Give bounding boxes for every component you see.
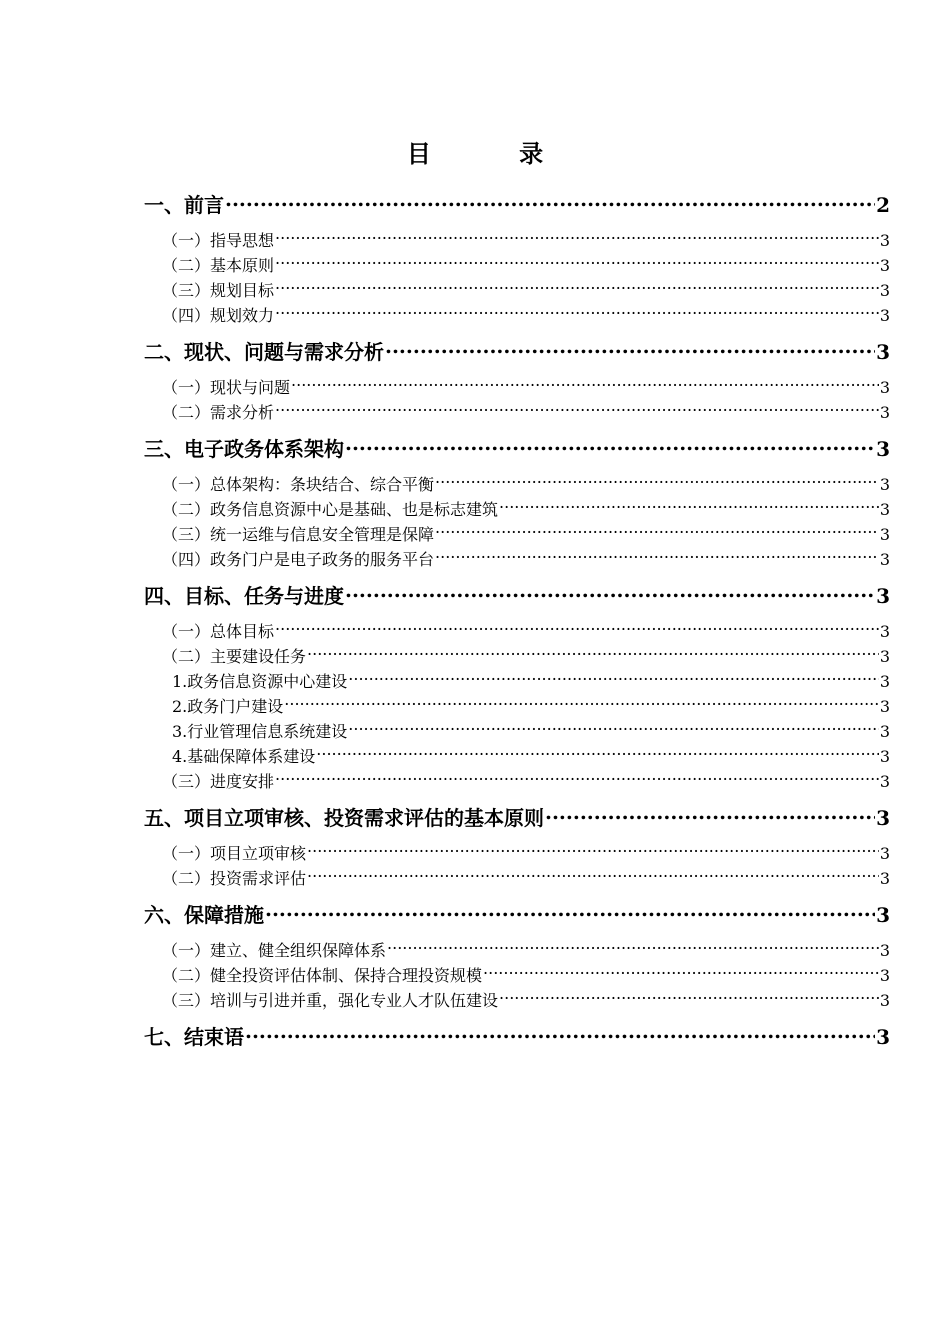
toc-dot-leader: [348, 712, 879, 737]
toc-entry-label: （一）项目立项审核: [162, 844, 307, 863]
toc-entry-label: （四）规划效力: [162, 306, 275, 325]
toc-entry-level2[interactable]: [144, 465, 890, 494]
toc-entry-page-number: 3: [879, 622, 890, 641]
toc-dot-leader: [348, 662, 879, 687]
toc-entry-label: 2.政务门户建设: [172, 697, 284, 716]
toc-dot-leader: [345, 577, 875, 603]
toc-entry-label: （二）主要建设任务: [162, 647, 307, 666]
toc-entry-page-number: 3: [879, 772, 890, 791]
toc-entry-page-number: 3: [879, 722, 890, 741]
toc-entry-label: （三）规划目标: [162, 281, 275, 300]
toc-entry-level2[interactable]: [144, 612, 890, 641]
toc-dot-leader: [316, 737, 879, 762]
toc-entry-label: 七、结束语: [144, 1025, 244, 1049]
toc-entry-page-number: 3: [879, 747, 890, 766]
toc-entry-label: 四、目标、任务与进度: [144, 584, 344, 608]
toc-entry-label: （一）总体目标: [162, 622, 275, 641]
toc-entry-label: （二）健全投资评估体制、保持合理投资规模: [162, 966, 483, 985]
toc-entry-page-number: 3: [879, 403, 890, 422]
toc-entry-page-number: 3: [879, 550, 890, 569]
toc-dot-leader: [435, 465, 879, 490]
toc-entry-page-number: 3: [879, 991, 890, 1010]
toc-title: 目 录: [406, 139, 584, 168]
toc-dot-leader: [275, 612, 879, 637]
toc-entry-page-number: 3: [879, 525, 890, 544]
toc-entry-label: （二）需求分析: [162, 403, 275, 422]
toc-entry-level2[interactable]: [144, 368, 890, 397]
toc-entry-label: （二）基本原则: [162, 256, 275, 275]
toc-entry-page-number: 3: [879, 378, 890, 397]
toc-entry-label: （一）总体架构：条块结合、综合平衡: [162, 475, 435, 494]
toc-entry-label: 3.行业管理信息系统建设: [172, 722, 348, 741]
toc-entry-page-number: 3: [879, 475, 890, 494]
toc-dot-leader: [435, 515, 879, 540]
toc-dot-leader: [275, 221, 879, 246]
toc-dot-leader: [275, 271, 879, 296]
toc-entry-label: （二）投资需求评估: [162, 869, 307, 888]
toc-entry-level1[interactable]: [144, 186, 890, 217]
toc-entry-label: 1.政务信息资源中心建设: [172, 672, 348, 691]
toc-entry-level1[interactable]: [144, 1018, 890, 1049]
toc-entry-page-number: 3: [879, 500, 890, 519]
toc-entry-label: （一）建立、健全组织保障体系: [162, 941, 387, 960]
table-of-contents: [144, 184, 890, 1053]
toc-dot-leader: [307, 637, 879, 662]
toc-entry-page-number: 3: [879, 941, 890, 960]
toc-entry-page-number: 3: [879, 647, 890, 666]
toc-entry-page-number: 3: [876, 437, 890, 461]
toc-dot-leader: [385, 333, 875, 359]
toc-dot-leader: [265, 896, 875, 922]
toc-entry-page-number: 3: [879, 231, 890, 250]
toc-entry-label: （一）现状与问题: [162, 378, 291, 397]
toc-entry-label: （一）指导思想: [162, 231, 275, 250]
toc-dot-leader: [545, 799, 875, 825]
toc-entry-level1[interactable]: [144, 430, 890, 461]
toc-entry-label: 五、项目立项审核、投资需求评估的基本原则: [144, 806, 544, 830]
toc-entry-page-number: 3: [879, 869, 890, 888]
toc-dot-leader: [499, 981, 879, 1006]
toc-entry-label: （三）统一运维与信息安全管理是保障: [162, 525, 435, 544]
toc-entry-page-number: 3: [876, 806, 890, 830]
toc-entry-level1[interactable]: [144, 799, 890, 830]
toc-entry-level2[interactable]: [144, 834, 890, 863]
toc-entry-label: 4.基础保障体系建设: [172, 747, 316, 766]
toc-entry-label: （三）培训与引进并重，强化专业人才队伍建设: [162, 991, 499, 1010]
toc-entry-page-number: 3: [879, 306, 890, 325]
toc-entry-page-number: 3: [879, 844, 890, 863]
toc-dot-leader: [275, 246, 879, 271]
toc-entry-level1[interactable]: [144, 333, 890, 364]
toc-dot-leader: [275, 762, 879, 787]
toc-dot-leader: [307, 834, 879, 859]
toc-entry-page-number: 3: [876, 903, 890, 927]
toc-entry-page-number: 3: [876, 1025, 890, 1049]
toc-dot-leader: [387, 931, 879, 956]
toc-dot-leader: [275, 296, 879, 321]
toc-entry-page-number: 3: [879, 966, 890, 985]
toc-entry-level1[interactable]: [144, 896, 890, 927]
toc-dot-leader: [483, 956, 879, 981]
toc-entry-level2[interactable]: [144, 221, 890, 250]
toc-entry-page-number: 3: [879, 672, 890, 691]
toc-entry-level2[interactable]: [144, 931, 890, 960]
toc-dot-leader: [291, 368, 879, 393]
toc-dot-leader: [435, 540, 879, 565]
toc-entry-page-number: 3: [879, 697, 890, 716]
toc-entry-label: 二、现状、问题与需求分析: [144, 340, 384, 364]
toc-entry-label: 一、前言: [144, 193, 224, 217]
toc-entry-label: 三、电子政务体系架构: [144, 437, 344, 461]
toc-dot-leader: [307, 859, 879, 884]
toc-dot-leader: [225, 186, 875, 212]
toc-entry-label: （四）政务门户是电子政务的服务平台: [162, 550, 435, 569]
toc-entry-page-number: 3: [876, 340, 890, 364]
toc-entry-label: （三）进度安排: [162, 772, 275, 791]
toc-entry-level1[interactable]: [144, 577, 890, 608]
toc-entry-label: 六、保障措施: [144, 903, 264, 927]
toc-entry-page-number: 3: [879, 281, 890, 300]
toc-dot-leader: [245, 1018, 875, 1044]
toc-entry-page-number: 3: [876, 584, 890, 608]
toc-entry-label: （二）政务信息资源中心是基础、也是标志建筑: [162, 500, 499, 519]
toc-dot-leader: [275, 393, 879, 418]
toc-dot-leader: [284, 687, 879, 712]
toc-dot-leader: [499, 490, 879, 515]
toc-dot-leader: [345, 430, 875, 456]
toc-entry-page-number: 2: [876, 193, 890, 217]
toc-entry-page-number: 3: [879, 256, 890, 275]
